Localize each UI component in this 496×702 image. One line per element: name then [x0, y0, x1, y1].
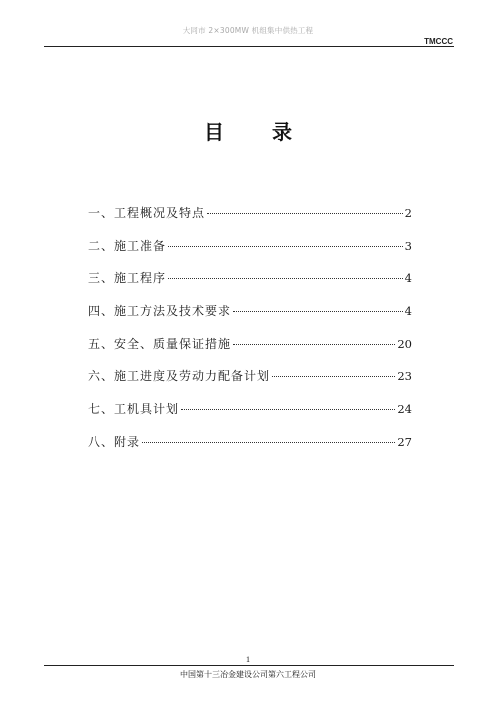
- toc-entry-page: 23: [397, 369, 412, 384]
- page-title-char-2: 录: [272, 120, 292, 144]
- toc-dot-leader: [233, 344, 395, 345]
- toc-entry-label: 四、施工方法及技术要求: [88, 304, 232, 319]
- toc-entry[interactable]: [88, 433, 412, 466]
- toc-entry[interactable]: [88, 302, 412, 335]
- toc-dot-leader: [168, 246, 403, 247]
- toc-entry-page: 4: [404, 304, 412, 319]
- toc-dot-leader: [181, 409, 395, 410]
- toc-entry-label: 五、安全、质量保证措施: [88, 336, 232, 351]
- toc-entry-page: 24: [397, 402, 412, 417]
- toc-entry-page: 2: [404, 206, 412, 220]
- toc-entry-page: 4: [404, 271, 412, 286]
- toc-entry[interactable]: [88, 237, 412, 270]
- toc-entry-page: 27: [397, 434, 412, 449]
- toc-dot-leader: [272, 376, 395, 377]
- page-title-char-1: 目: [204, 120, 224, 144]
- header-project-title: 大同市 2×300MW 机组集中供热工程: [182, 26, 314, 35]
- toc-entry[interactable]: [88, 269, 412, 302]
- toc-entry-label: 六、施工进度及劳动力配备计划: [88, 369, 271, 384]
- toc-entry[interactable]: [88, 400, 412, 433]
- toc-entry-label: 八、附录: [88, 434, 141, 449]
- toc-entry-page: 3: [404, 238, 412, 253]
- toc-entry[interactable]: [88, 367, 412, 400]
- toc-entry-label: 三、施工程序: [88, 271, 167, 286]
- toc-entry-label: 一、工程概况及特点: [88, 206, 206, 220]
- toc-entry[interactable]: [88, 335, 412, 368]
- toc-entry-page: 20: [397, 336, 412, 351]
- header-company-logo: TMCCC: [424, 37, 453, 46]
- page-title: [0, 116, 496, 145]
- footer-company-name: 中国第十三冶金建设公司第六工程公司: [180, 670, 316, 679]
- table-of-contents: [88, 204, 412, 466]
- footer-divider: [44, 665, 454, 666]
- toc-dot-leader: [233, 311, 403, 312]
- toc-dot-leader: [207, 213, 403, 214]
- toc-entry-label: 二、施工准备: [88, 238, 167, 253]
- toc-entry[interactable]: [88, 204, 412, 237]
- header-divider: [44, 46, 454, 47]
- footer-page-number: 1: [246, 655, 250, 664]
- toc-dot-leader: [142, 442, 395, 443]
- toc-dot-leader: [168, 278, 403, 279]
- toc-entry-label: 七、工机具计划: [88, 402, 180, 417]
